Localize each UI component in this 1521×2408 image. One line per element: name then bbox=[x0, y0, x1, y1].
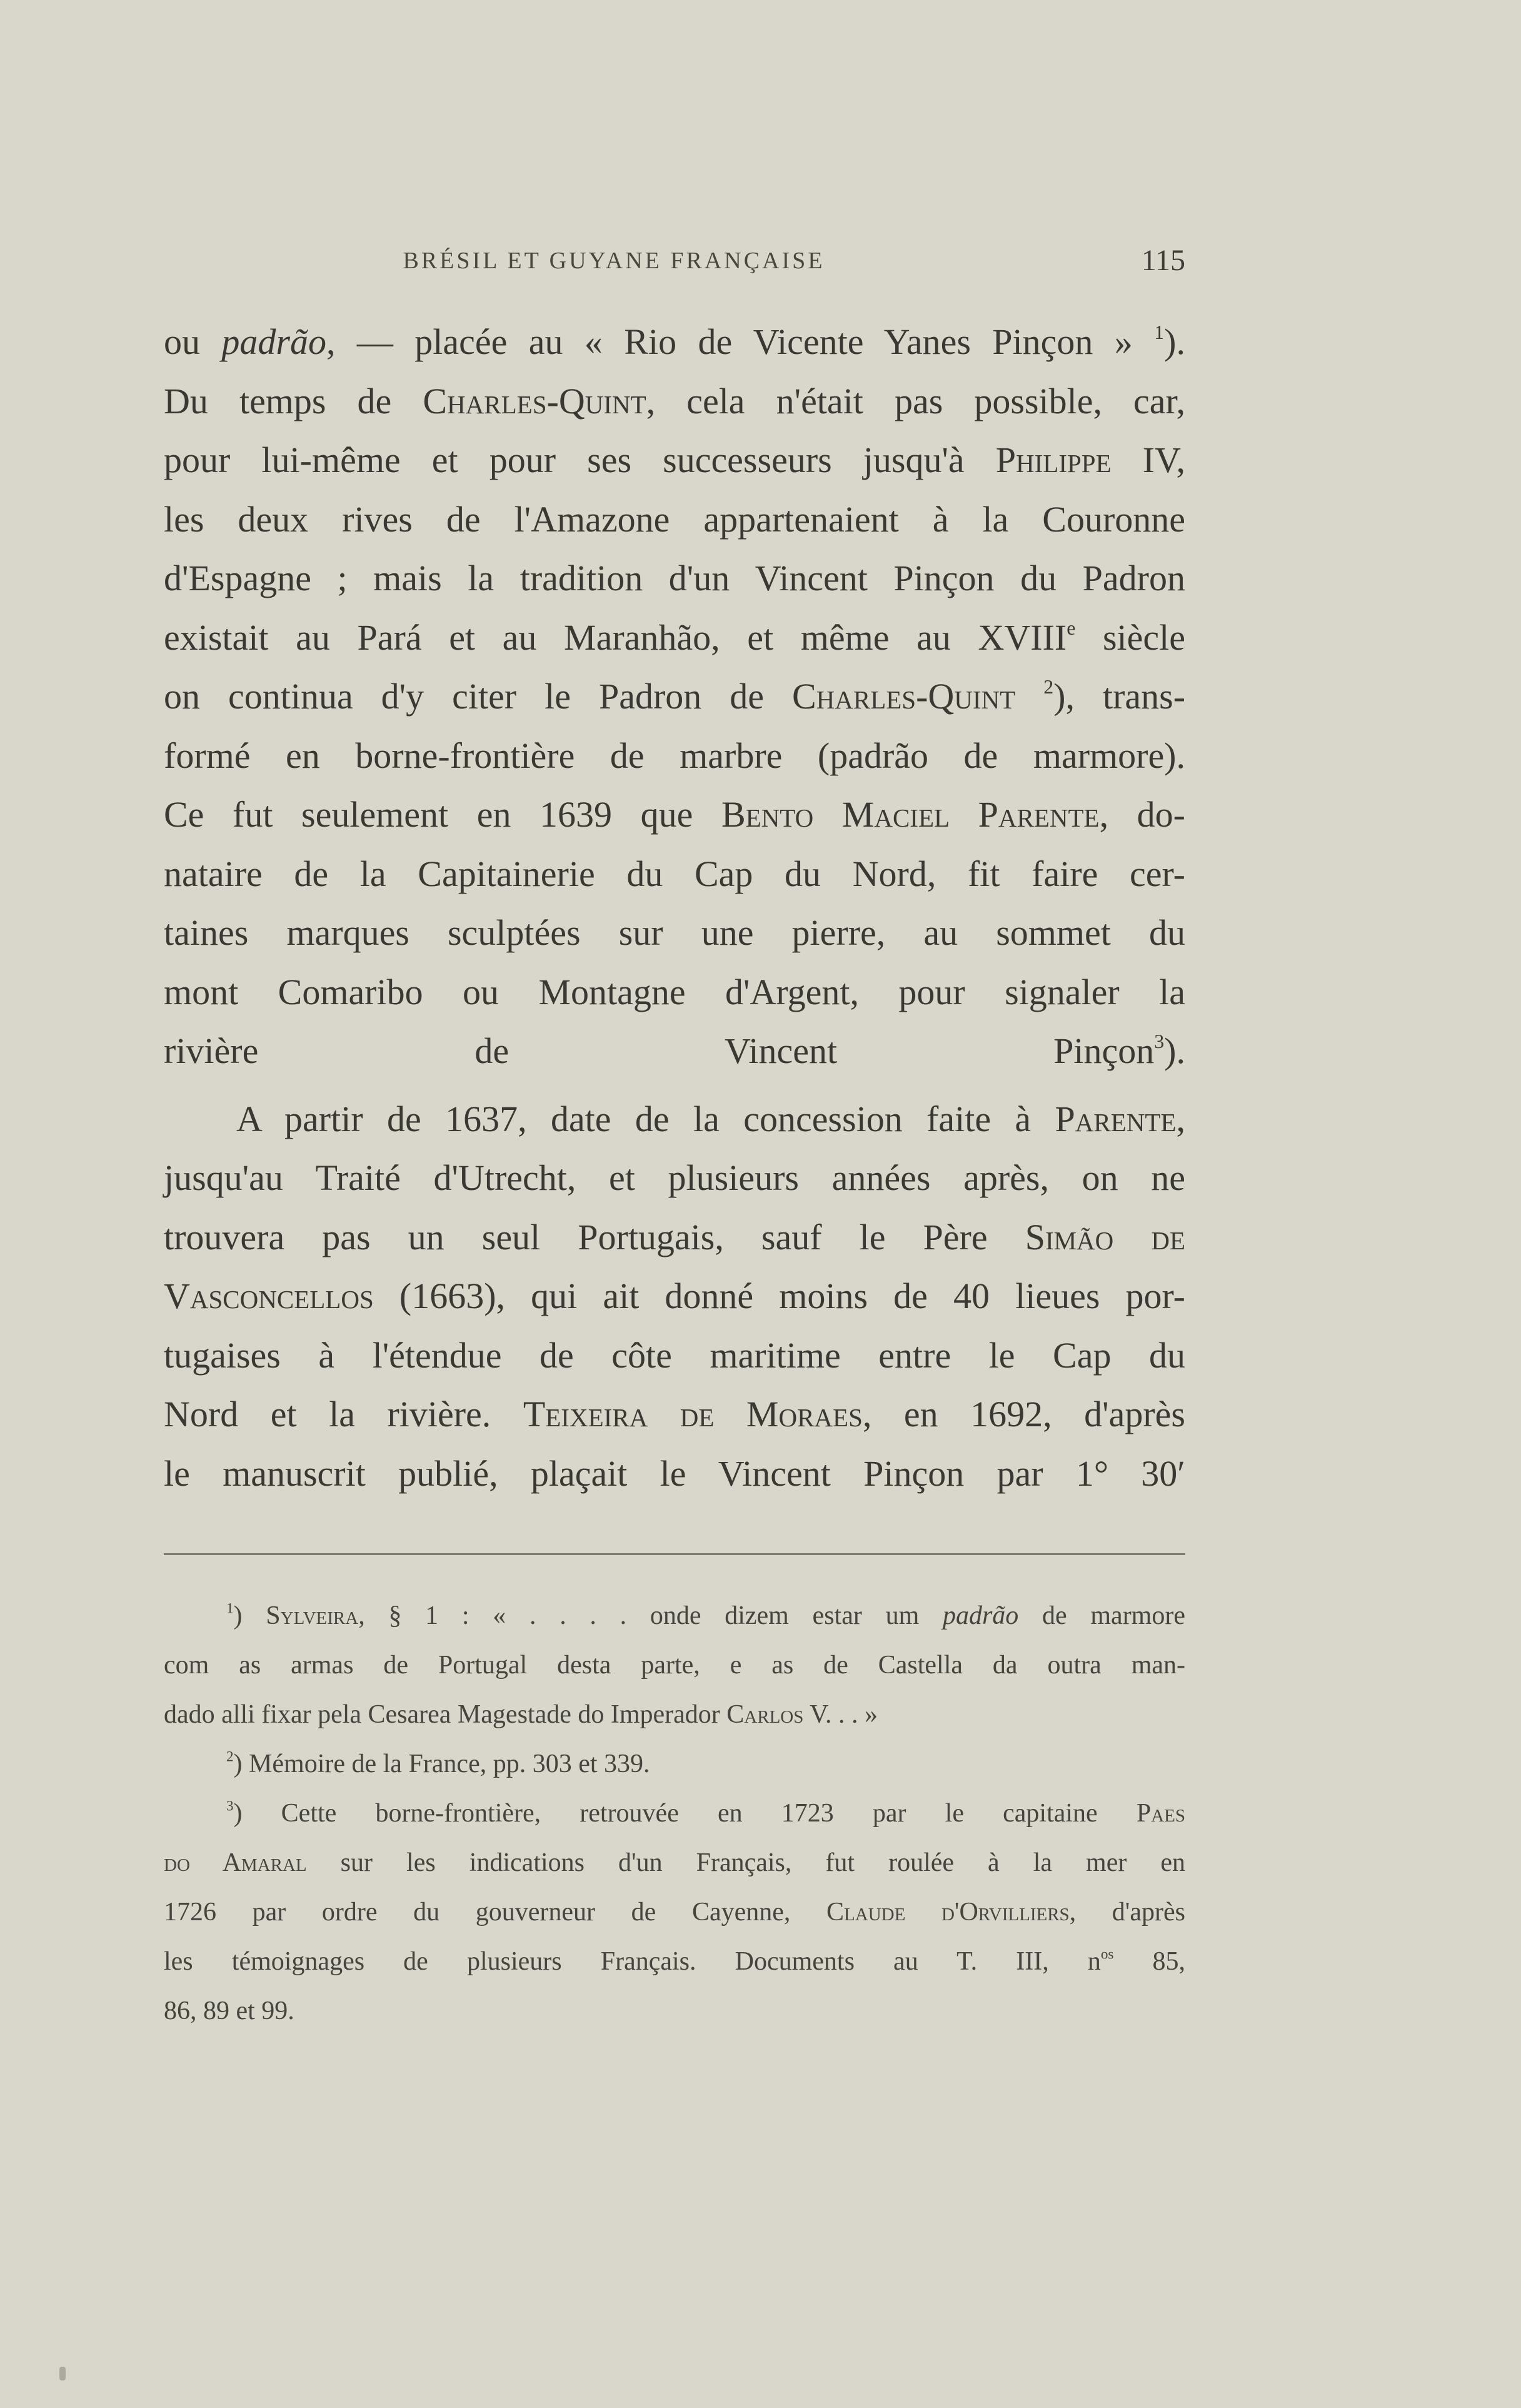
paragraph-gap bbox=[164, 1081, 1185, 1090]
footnote-ref: 1 bbox=[1154, 321, 1165, 344]
text-line: taines marques sculptées sur une pierre, au sommet du bbox=[164, 912, 1185, 953]
text-line: Ce fut seulement en 1639 que Bento Maciel Parente, do- bbox=[164, 794, 1185, 835]
page-header bbox=[164, 244, 1185, 285]
footnote-line: dado alli fixar pela Cesarea Magestade do Imperador Carlos V. . . » bbox=[164, 1700, 878, 1729]
text-line: existait au Pará et au Maranhão, et même au XVIIIe siècle bbox=[164, 617, 1185, 658]
main-text bbox=[164, 313, 1185, 1503]
footnote-line: 86, 89 et 99. bbox=[164, 1997, 294, 2025]
paper-speck bbox=[59, 2367, 66, 2380]
text-line: Vasconcellos (1663), qui ait donné moins de 40 lieues por- bbox=[164, 1276, 1185, 1316]
text-line: A partir de 1637, date de la concession faite à Parente, bbox=[236, 1098, 1185, 1139]
text-line: formé en borne-frontière de marbre (padrão de marmore). bbox=[164, 735, 1185, 776]
footnotes bbox=[164, 1591, 1185, 2036]
text-line: nataire de la Capitainerie du Cap du Nord, fit faire cer- bbox=[164, 853, 1185, 894]
footnote-line: 1726 par ordre du gouverneur de Cayenne, Claude d'Orvilliers, d'après bbox=[164, 1898, 1185, 1927]
footnote-line: com as armas de Portugal desta parte, e as de Castella da outra man- bbox=[164, 1651, 1185, 1680]
text-line: rivière de Vincent Pinçon$^3$). bbox=[164, 1030, 1185, 1071]
text-line: on continua d'y citer le Padron de Charles-Quint $^2$), trans- bbox=[164, 676, 1186, 717]
footnote-line: do Amaral sur les indications d'un Français, fut roulée à la mer en bbox=[164, 1848, 1185, 1877]
text-line: ou padrão, — placée au « Rio de Vicente Yanes Pinçon » $^1$). bbox=[164, 321, 1185, 362]
footnote-line: $^3$) Cette borne-frontière, retrouvée en 1723 par le capitaine Paes bbox=[226, 1797, 1185, 1828]
running-head: BRÉSIL ET GUYANE FRANÇAISE bbox=[403, 248, 825, 274]
footnote-ref: 2 bbox=[1043, 676, 1054, 698]
text-line: Du temps de Charles-Quint, cela n'était pas possible, car, bbox=[164, 380, 1186, 421]
text-line: mont Comaribo ou Montagne d'Argent, pour signaler la bbox=[164, 971, 1185, 1012]
text-line: d'Espagne ; mais la tradition d'un Vincent Pinçon du Padron bbox=[164, 558, 1185, 598]
text-line: Nord et la rivière. Teixeira de Moraes, en 1692, d'après bbox=[164, 1394, 1185, 1434]
footnote-separator bbox=[164, 1553, 1185, 1555]
text-line: les deux rives de l'Amazone appartenaient à la Couronne bbox=[164, 498, 1185, 540]
page-number: 115 bbox=[1141, 244, 1185, 277]
footnote-line: $^1$) Sylveira, § 1 : « . . . . onde dizem estar um padrão de marmore bbox=[226, 1599, 1185, 1630]
footnote-line: les témoignages de plusieurs Français. Documents au T. III, $n^{os}$ 85, bbox=[164, 1945, 1185, 1976]
text-line: tugaises à l'étendue de côte maritime entre le Cap du bbox=[164, 1334, 1185, 1376]
footnote-ref: 3 bbox=[1154, 1030, 1165, 1053]
text-line: pour lui-même et pour ses successeurs jusqu'à Philippe IV, bbox=[164, 440, 1185, 480]
footnote-line: $^2$) Mémoire de la France, pp. 303 et 339. bbox=[226, 1748, 650, 1778]
text-line: jusqu'au Traité d'Utrecht, et plusieurs années après, on ne bbox=[164, 1157, 1185, 1198]
text-line: trouvera pas un seul Portugais, sauf le Père Simão de bbox=[164, 1216, 1185, 1257]
text-line: le manuscrit publié, plaçait le Vincent Pinçon par 1° 30′ bbox=[164, 1453, 1185, 1494]
